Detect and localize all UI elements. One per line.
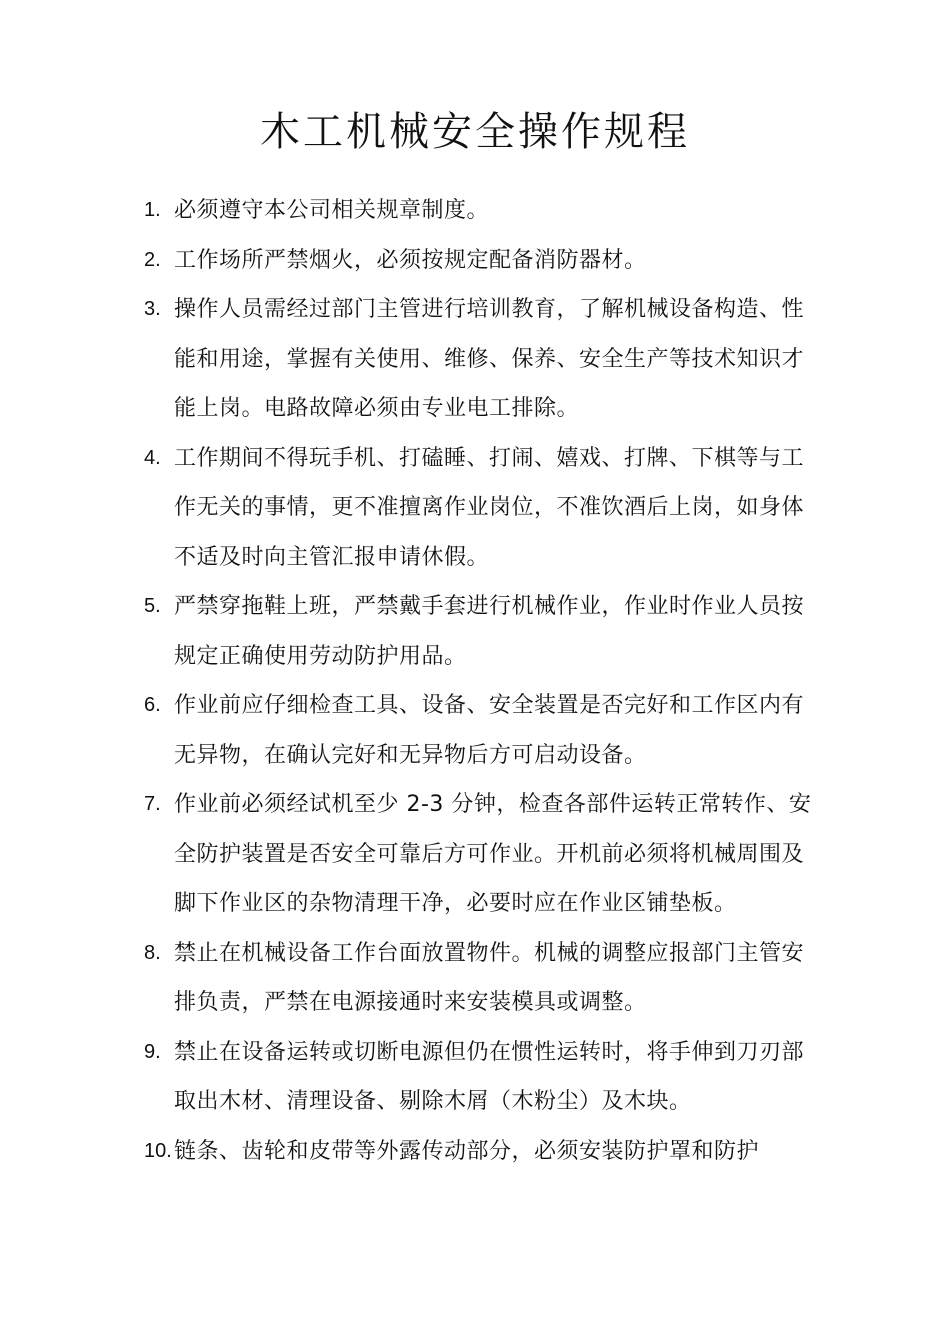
list-item-text: 必须遵守本公司相关规章制度。 xyxy=(174,198,490,223)
list-item-text: 工作期间不得玩手机、打磕睡、打闹、嬉戏、打牌、下棋等与工作无关的事情，更不准擅离作业岗位，不准饮酒后上岗，如身体不适及时向主管汇报申请休假。 xyxy=(174,445,805,570)
list-item-number: 6. xyxy=(144,694,161,716)
list-item-text: 作业前应仔细检查工具、设备、安全装置是否完好和工作区内有无异物，在确认完好和无异物后方可启动设备。 xyxy=(174,693,805,768)
list-item-number: 5. xyxy=(144,595,161,617)
list-item xyxy=(144,285,814,434)
list-item xyxy=(144,929,814,1028)
list-item-text: 操作人员需经过部门主管进行培训教育，了解机械设备构造、性能和用途，掌握有关使用、维修、保养、安全生产等技术知识才能上岗。电路故障必须由专业电工排除。 xyxy=(174,297,805,421)
list-item-number: 10. xyxy=(144,1139,172,1162)
list-item-text: 工作场所严禁烟火，必须按规定配备消防器材。 xyxy=(174,247,647,273)
list-item xyxy=(144,186,814,236)
list-item-number: 8. xyxy=(144,941,161,964)
list-item-text: 禁止在机械设备工作台面放置物件。机械的调整应报部门主管安排负责，严禁在电源接通时来安装模具或调整。 xyxy=(174,940,805,1015)
list-item-number: 3. xyxy=(144,298,161,320)
list-item-number: 1. xyxy=(144,199,161,221)
list-item-text: 严禁穿拖鞋上班，严禁戴手套进行机械作业，作业时作业人员按规定正确使用劳动防护用品。 xyxy=(174,594,805,669)
list-item xyxy=(144,582,814,681)
list-item xyxy=(144,681,814,780)
list-item-number: 4. xyxy=(144,446,161,469)
list-item-text: 链条、齿轮和皮带等外露传动部分，必须安装防护罩和防护 xyxy=(174,1138,760,1164)
list-item-number: 9. xyxy=(144,1040,161,1063)
list-item xyxy=(144,236,814,286)
page-title: 木工机械安全操作规程 xyxy=(260,109,690,155)
list-item xyxy=(144,1028,814,1127)
list-item-number: 7. xyxy=(144,793,161,815)
list-item xyxy=(144,434,814,583)
list-item xyxy=(144,780,814,929)
list-item xyxy=(144,1127,814,1177)
rules-list xyxy=(144,186,814,1176)
list-item-text: 作业前必须经试机至少 2-3 分钟，检查各部件运转正常转作、安全防护装置是否安全可靠后方可作业。开机前必须将机械周围及脚下作业区的杂物清理干净，必要时应在作业区铺垫板。 xyxy=(174,792,812,916)
list-item-number: 2. xyxy=(144,248,161,271)
list-item-text: 禁止在设备运转或切断电源但仍在惯性运转时，将手伸到刀刃部取出木材、清理设备、剔除木屑（木粉尘）及木块。 xyxy=(174,1039,805,1114)
